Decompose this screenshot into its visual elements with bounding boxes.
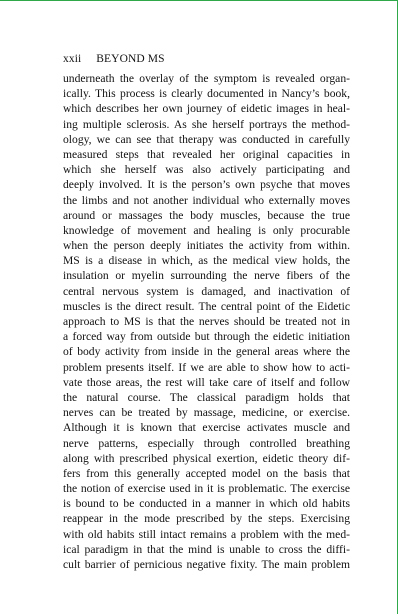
text-line: Although it is known that exercise activates muscle and [63, 421, 350, 435]
text-line: ology, we can see that therapy was conducted in carefully [63, 132, 350, 146]
text-line: measured steps that revealed her original capacities in [63, 147, 350, 161]
text-line: the notion of exercise used in it is problematic. The exercise [63, 482, 350, 496]
text-line: cult barrier of pernicious negative fixity. The main problem [63, 558, 350, 571]
text-line: underneath the overlay of the symptom is revealed organ- [63, 72, 350, 85]
text-line: insulation or myelin surrounding the nerve fibers of the [63, 269, 350, 283]
text-line: nerve patterns, especially through controlled breathing [63, 436, 350, 450]
text-line: along with prescribed physical exertion, eidetic theory dif- [63, 451, 350, 465]
text-line: a forced way from outside but through the eidetic initiation [63, 330, 350, 344]
text-line: is bound to be conducted in a manner in which old habits [63, 497, 350, 511]
text-line: central nervous system is damaged, and inactivation of [63, 284, 350, 298]
text-line: MS is a disease in which, as the medical view holds, the [63, 254, 350, 268]
text-line: which describes her own journey of eidetic images in heal- [63, 102, 350, 116]
text-line: the limbs and not another individual who externally moves [63, 193, 350, 207]
body-text [63, 71, 350, 572]
text-line: with old habits still intact remains a problem with the med- [63, 527, 350, 541]
text-line: problem presents itself. If we are able to show how to acti- [63, 360, 350, 374]
text-line: deeply involved. It is the person’s own psyche that moves [63, 178, 350, 192]
text-line: reappear in the mode prescribed by the steps. Exercising [63, 512, 350, 526]
running-head [63, 53, 165, 65]
text-line: the natural course. The classical paradigm holds that [63, 390, 350, 404]
text-line: when the person deeply initiates the activity from within. [63, 239, 350, 253]
text-line: nerves can be treated by massage, medicine, or exercise. [63, 406, 350, 420]
text-line: approach to MS is that the nerves should be treated not in [63, 315, 350, 328]
text-line: knowledge of movement and healing is only procurable [63, 223, 350, 237]
text-line: which she herself was also actively participating and [63, 163, 350, 177]
running-title: BEYOND MS [96, 53, 165, 65]
text-line: of body activity from inside in the general areas where the [63, 345, 350, 359]
text-line: around or massages the body muscles, because the true [63, 208, 350, 222]
text-line: fers from this generally accepted model on the basis that [63, 466, 350, 480]
page-number: xxii [63, 53, 82, 65]
text-line: muscles is the direct result. The central point of the Eidetic [63, 299, 350, 313]
text-line: ical paradigm in that the mind is unable to cross the diffi- [63, 542, 350, 556]
text-line: ing multiple sclerosis. As she herself portrays the method- [63, 117, 350, 131]
text-line: vate those areas, the rest will take care of itself and follow [63, 375, 350, 389]
text-line: ically. This process is clearly documented in Nancy’s book, [63, 87, 350, 101]
